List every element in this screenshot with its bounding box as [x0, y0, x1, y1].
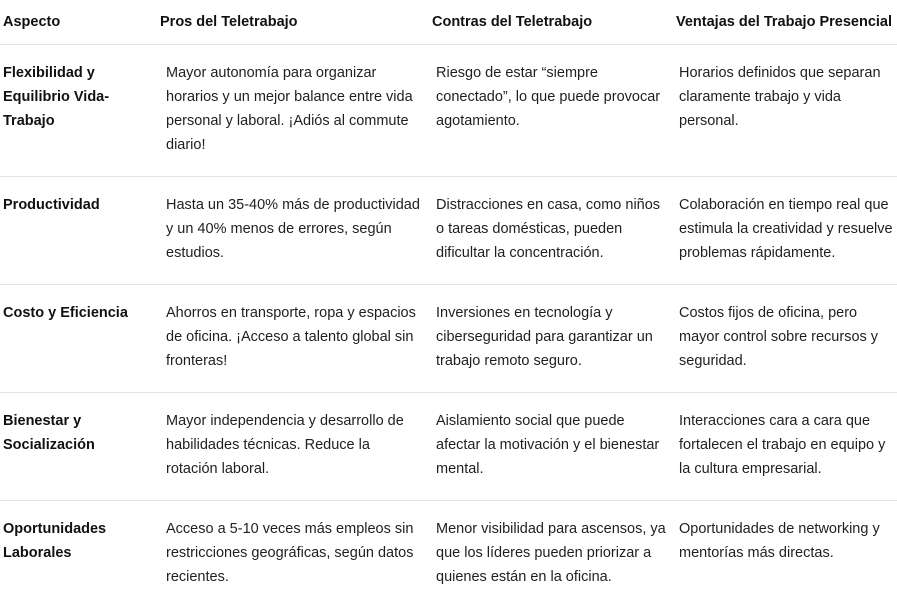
table-row — [0, 285, 897, 393]
cell-office: Costos fijos de oficina, pero mayor control sobre recursos y seguridad. — [676, 285, 897, 393]
cell-office: Horarios definidos que separan claramente trabajo y vida personal. — [676, 45, 897, 177]
table-header — [0, 0, 897, 45]
header-pros: Pros del Teletrabajo — [160, 0, 432, 45]
cell-cons: Aislamiento social que puede afectar la motivación y el bienestar mental. — [432, 393, 676, 501]
table-body — [0, 45, 897, 608]
cell-aspect: Oportunidades Laborales — [0, 501, 160, 608]
table-row — [0, 501, 897, 608]
cell-aspect: Productividad — [0, 177, 160, 285]
header-row — [0, 0, 897, 45]
cell-aspect: Costo y Eficiencia — [0, 285, 160, 393]
header-aspect: Aspecto — [0, 0, 160, 45]
cell-pros: Ahorros en transporte, ropa y espacios de oficina. ¡Acceso a talento global sin fronteras! — [160, 285, 432, 393]
cell-cons: Distracciones en casa, como niños o tareas domésticas, pueden dificultar la concentración. — [432, 177, 676, 285]
cell-pros: Hasta un 35-40% más de productividad y un 40% menos de errores, según estudios. — [160, 177, 432, 285]
header-cons: Contras del Teletrabajo — [432, 0, 676, 45]
cell-cons: Inversiones en tecnología y ciberseguridad para garantizar un trabajo remoto seguro. — [432, 285, 676, 393]
cell-pros: Mayor autonomía para organizar horarios y un mejor balance entre vida personal y laboral. ¡Adiós al commute diario! — [160, 45, 432, 177]
header-office: Ventajas del Trabajo Presencial — [676, 0, 897, 45]
cell-cons: Riesgo de estar “siempre conectado”, lo que puede provocar agotamiento. — [432, 45, 676, 177]
table-row — [0, 45, 897, 177]
cell-office: Oportunidades de networking y mentorías más directas. — [676, 501, 897, 608]
cell-office: Interacciones cara a cara que fortalecen el trabajo en equipo y la cultura empresarial. — [676, 393, 897, 501]
cell-aspect: Bienestar y Socialización — [0, 393, 160, 501]
cell-office: Colaboración en tiempo real que estimula la creatividad y resuelve problemas rápidamente. — [676, 177, 897, 285]
cell-pros: Mayor independencia y desarrollo de habilidades técnicas. Reduce la rotación laboral. — [160, 393, 432, 501]
table-row — [0, 393, 897, 501]
cell-cons: Menor visibilidad para ascensos, ya que los líderes pueden priorizar a quienes están en la oficina. — [432, 501, 676, 608]
cell-aspect: Flexibilidad y Equilibrio Vida-Trabajo — [0, 45, 160, 177]
cell-pros: Acceso a 5-10 veces más empleos sin restricciones geográficas, según datos recientes. — [160, 501, 432, 608]
table-row — [0, 177, 897, 285]
